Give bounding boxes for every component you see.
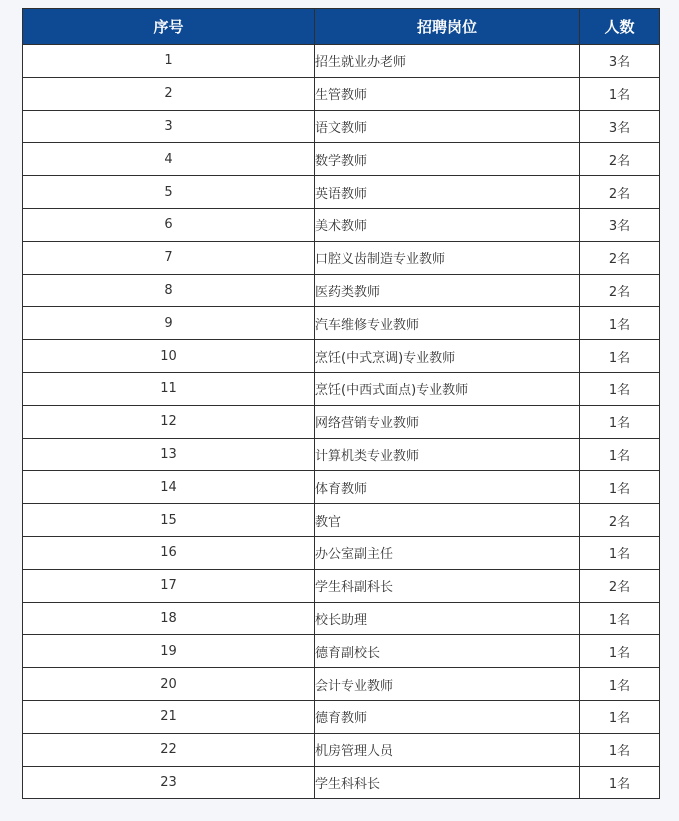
cell-position: 德育教师 xyxy=(315,700,580,733)
cell-count: 1名 xyxy=(580,536,660,569)
cell-count: 2名 xyxy=(580,176,660,209)
cell-position: 校长助理 xyxy=(315,602,580,635)
cell-index: 1 xyxy=(23,45,315,78)
cell-position: 医药类教师 xyxy=(315,274,580,307)
table-row xyxy=(23,504,660,537)
cell-position: 数学教师 xyxy=(315,143,580,176)
cell-count: 2名 xyxy=(580,143,660,176)
cell-position: 招生就业办老师 xyxy=(315,45,580,78)
cell-count: 3名 xyxy=(580,45,660,78)
cell-count: 1名 xyxy=(580,77,660,110)
header-position: 招聘岗位 xyxy=(315,9,580,45)
cell-position: 烹饪(中式烹调)专业教师 xyxy=(315,340,580,373)
cell-index: 20 xyxy=(23,668,315,701)
table-row xyxy=(23,143,660,176)
cell-index: 19 xyxy=(23,635,315,668)
cell-position: 学生科副科长 xyxy=(315,569,580,602)
cell-count: 3名 xyxy=(580,208,660,241)
cell-index: 4 xyxy=(23,143,315,176)
cell-count: 1名 xyxy=(580,766,660,799)
cell-count: 2名 xyxy=(580,504,660,537)
cell-position: 生管教师 xyxy=(315,77,580,110)
table-row xyxy=(23,405,660,438)
cell-position: 网络营销专业教师 xyxy=(315,405,580,438)
cell-position: 机房管理人员 xyxy=(315,733,580,766)
table-row xyxy=(23,340,660,373)
cell-index: 22 xyxy=(23,733,315,766)
cell-position: 体育教师 xyxy=(315,471,580,504)
table-row xyxy=(23,110,660,143)
table-row xyxy=(23,307,660,340)
cell-index: 13 xyxy=(23,438,315,471)
cell-position: 语文教师 xyxy=(315,110,580,143)
cell-position: 学生科科长 xyxy=(315,766,580,799)
cell-index: 18 xyxy=(23,602,315,635)
cell-index: 11 xyxy=(23,372,315,405)
table-row xyxy=(23,208,660,241)
cell-position: 计算机类专业教师 xyxy=(315,438,580,471)
cell-position: 办公室副主任 xyxy=(315,536,580,569)
table-row xyxy=(23,569,660,602)
cell-count: 1名 xyxy=(580,340,660,373)
cell-position: 烹饪(中西式面点)专业教师 xyxy=(315,372,580,405)
cell-index: 14 xyxy=(23,471,315,504)
cell-index: 8 xyxy=(23,274,315,307)
cell-count: 1名 xyxy=(580,372,660,405)
cell-index: 17 xyxy=(23,569,315,602)
cell-index: 6 xyxy=(23,208,315,241)
table-header-row xyxy=(23,9,660,45)
table-row xyxy=(23,733,660,766)
table-row xyxy=(23,176,660,209)
cell-position: 口腔义齿制造专业教师 xyxy=(315,241,580,274)
table-row xyxy=(23,668,660,701)
cell-count: 1名 xyxy=(580,405,660,438)
header-count: 人数 xyxy=(580,9,660,45)
cell-position: 汽车维修专业教师 xyxy=(315,307,580,340)
cell-index: 2 xyxy=(23,77,315,110)
cell-count: 1名 xyxy=(580,733,660,766)
table-row xyxy=(23,766,660,799)
table-row xyxy=(23,45,660,78)
cell-index: 7 xyxy=(23,241,315,274)
table-row xyxy=(23,471,660,504)
cell-position: 会计专业教师 xyxy=(315,668,580,701)
cell-position: 德育副校长 xyxy=(315,635,580,668)
cell-index: 16 xyxy=(23,536,315,569)
cell-count: 1名 xyxy=(580,635,660,668)
table-row xyxy=(23,536,660,569)
table-row xyxy=(23,700,660,733)
cell-count: 1名 xyxy=(580,668,660,701)
cell-position: 教官 xyxy=(315,504,580,537)
cell-index: 5 xyxy=(23,176,315,209)
cell-count: 2名 xyxy=(580,569,660,602)
table-row xyxy=(23,274,660,307)
table-row xyxy=(23,438,660,471)
cell-count: 2名 xyxy=(580,241,660,274)
cell-count: 2名 xyxy=(580,274,660,307)
cell-index: 10 xyxy=(23,340,315,373)
cell-position: 美术教师 xyxy=(315,208,580,241)
cell-index: 3 xyxy=(23,110,315,143)
cell-count: 1名 xyxy=(580,307,660,340)
table-body xyxy=(23,45,660,799)
table-row xyxy=(23,241,660,274)
cell-count: 1名 xyxy=(580,700,660,733)
table-row xyxy=(23,77,660,110)
cell-index: 12 xyxy=(23,405,315,438)
cell-index: 21 xyxy=(23,700,315,733)
cell-index: 23 xyxy=(23,766,315,799)
cell-position: 英语教师 xyxy=(315,176,580,209)
cell-count: 3名 xyxy=(580,110,660,143)
table-row xyxy=(23,602,660,635)
recruitment-table xyxy=(22,8,660,799)
cell-count: 1名 xyxy=(580,438,660,471)
header-index: 序号 xyxy=(23,9,315,45)
cell-count: 1名 xyxy=(580,602,660,635)
table-row xyxy=(23,635,660,668)
cell-count: 1名 xyxy=(580,471,660,504)
cell-index: 15 xyxy=(23,504,315,537)
table-row xyxy=(23,372,660,405)
cell-index: 9 xyxy=(23,307,315,340)
